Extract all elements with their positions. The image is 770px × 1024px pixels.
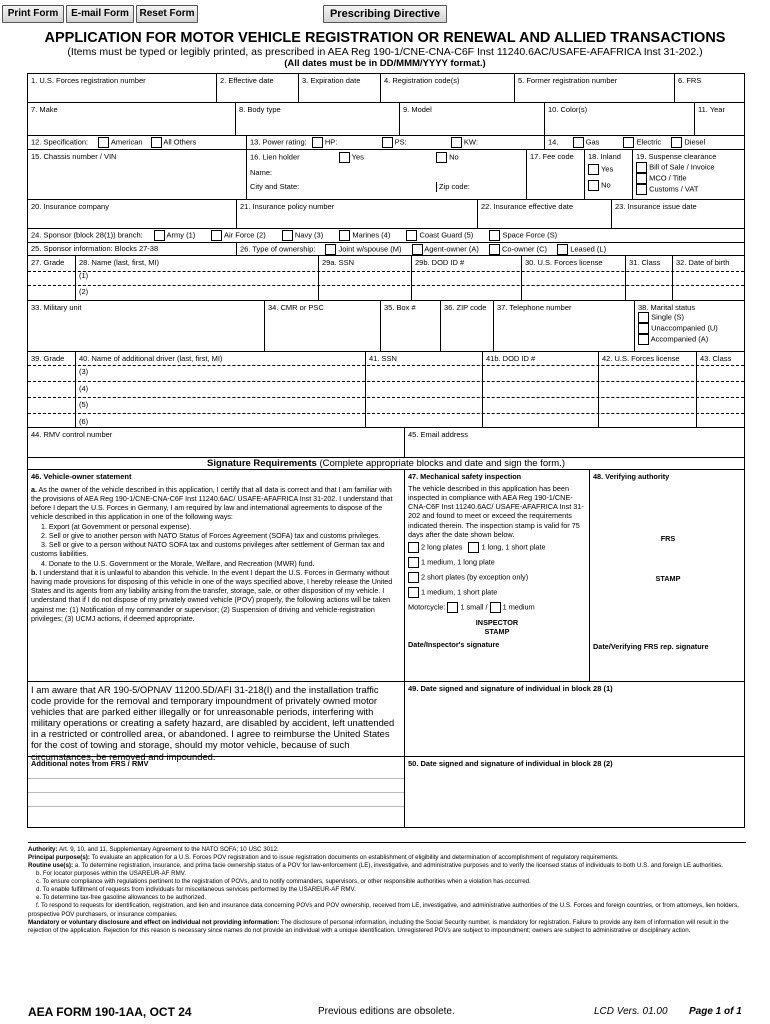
checkbox-co-owner[interactable] (489, 244, 500, 255)
field-driver-dod[interactable] (482, 352, 598, 427)
checkbox-mco-title[interactable] (636, 173, 647, 184)
label-all-others: All Others (163, 137, 197, 147)
label-hp: HP: (324, 137, 338, 147)
label-power-rating: 13. Power rating: (250, 137, 307, 147)
label-driver-grade: 39. Grade (31, 354, 65, 363)
label-body-type: 8. Body type (239, 105, 281, 114)
label-registration-codes: 4. Registration code(s) (384, 76, 460, 85)
text-46-item3: 3. Sell or give to a person without NATO SOFA tax and customs privileges after settlement of German tax and customs liabilities. (31, 541, 385, 559)
towing-agreement: I am aware that AR 190-5/OPNAV 11200.5D/AFI 31-218(I) and the installation traffic code provide for the removal and temporary impoundment of privately owned motor vehicles that are parked either illegally or for unreasonable periods, interfering with military operations or creating a safety hazard, are disabled by accident, left unattended in a restricted or controlled area, or abandoned. I agree to reimburse the United States for the cost of towing and storage, should my motor vehicle, because of such circumstances, be removed and impounded. (31, 684, 395, 762)
power-group (246, 136, 544, 149)
label-sig-req-rest: (Complete appropriate blocks and date and sign the form.) (319, 458, 565, 469)
checkbox-inland-no[interactable] (588, 180, 599, 191)
label-email: 45. Email address (408, 430, 469, 439)
owner-divider-1 (28, 271, 744, 272)
field-lien-city[interactable] (250, 182, 523, 191)
checkbox-kw[interactable] (451, 137, 462, 148)
label-joint: Joint w/spouse (M) (338, 244, 402, 254)
field-frs[interactable] (674, 74, 746, 102)
checkbox-2-short[interactable] (408, 572, 419, 583)
label-owner-name: 28. Name (79, 258, 112, 267)
checkbox-ps[interactable] (382, 137, 393, 148)
date-format-note: (All dates must be in DD/MMM/YYYY format.) (284, 58, 486, 69)
form-title: APPLICATION FOR MOTOR VEHICLE REGISTRATION OR RENEWAL AND ALLIED TRANSACTIONS (44, 30, 726, 46)
label-marital-status: 38. Marital status (638, 303, 696, 312)
label-air-force: Air Force (2) (224, 230, 266, 240)
label-ownership-type: 26. Type of ownership: (240, 244, 316, 254)
label-lien-holder: 16. Lien holder (250, 152, 300, 162)
label-suspense-clearance: 19. Suspense clearance (636, 152, 717, 161)
reset-form-button[interactable]: Reset Form (136, 5, 198, 23)
checkbox-gas[interactable] (573, 137, 584, 148)
label-registration-number: 1. U.S. Forces registration number (31, 76, 146, 85)
label-disclosure: Mandatory or voluntary disclosure and effect on individual not providing information: (28, 918, 280, 926)
field-model[interactable] (399, 103, 544, 135)
label-principal-purpose: Principal purpose(s): (28, 854, 90, 862)
checkbox-moto-medium[interactable] (490, 602, 501, 613)
label-owner-2: (2) (79, 286, 89, 296)
field-driver-license[interactable] (598, 352, 696, 427)
checkbox-1long-1short[interactable] (468, 542, 479, 553)
suspense-group (632, 150, 746, 199)
label-2-short: 2 short plates (421, 572, 465, 582)
field-class[interactable] (625, 256, 672, 300)
text-routine-d: d. To enable fulfillment of requests from individuals for miscellaneous services performed by the USAREUR-AF RMV. (36, 886, 356, 894)
label-class: 31. Class (629, 258, 661, 267)
checkbox-joint[interactable] (325, 244, 336, 255)
checkbox-accompanied[interactable] (638, 334, 649, 345)
field-registration-number[interactable] (28, 74, 216, 102)
checkbox-space-force[interactable] (489, 230, 500, 241)
verifying-authority (589, 470, 746, 681)
field-make[interactable] (28, 103, 235, 135)
label-routine-uses: Routine use(s): (28, 862, 74, 870)
label-kw: KW: (463, 137, 478, 147)
checkbox-moto-small[interactable] (447, 602, 458, 613)
field-year[interactable] (694, 103, 746, 135)
text-authority: Art. 9, 10, and 11, Supplementary Agreement to the NATO SOFA; 10 USC 3012. (58, 846, 279, 853)
field-date-of-birth[interactable] (672, 256, 746, 300)
label-agent-owner: Agent-owner (A) (424, 244, 479, 254)
label-unaccompanied: Unaccompanied (U) (651, 323, 718, 333)
text-routine-e: e. To determine tax-free gasoline allowances to be authorized. (36, 894, 207, 902)
field-grade[interactable] (28, 256, 75, 300)
label-owner-name-sub: (last, first, MI) (113, 258, 160, 267)
field-insurance-company[interactable] (28, 200, 236, 228)
label-box: 35. Box # (384, 303, 416, 312)
label-model: 9. Model (403, 105, 432, 114)
obsolete-note: Previous editions are obsolete. (318, 1006, 455, 1017)
label-former-registration: 5. Former registration number (518, 76, 618, 85)
label-forces-license: 30. U.S. Forces license (525, 258, 603, 267)
field-owner-name[interactable] (75, 256, 318, 300)
label-inland-yes: Yes (600, 164, 614, 174)
label-driver-name-sub: (last, first, MI) (176, 354, 223, 363)
label-lien-name: Name: (250, 168, 273, 177)
spec-group (28, 136, 246, 149)
checkbox-agent-owner[interactable] (412, 244, 423, 255)
label-fuel: 14. (548, 137, 559, 147)
field-insurance-policy[interactable] (236, 200, 477, 228)
label-driver-dod: 41b. DOD ID # (486, 354, 536, 363)
inland-group (584, 150, 632, 199)
label-inland: 18. Inland (588, 152, 621, 161)
field-dod-id[interactable] (411, 256, 521, 300)
label-ssn: 29a. SSN (322, 258, 355, 267)
field-additional-notes[interactable] (28, 757, 404, 827)
field-rmv-control[interactable] (28, 428, 404, 457)
prescribing-directive-button[interactable]: Prescribing Directive (323, 5, 447, 23)
label-american: American (110, 137, 143, 147)
field-insurance-issue[interactable] (611, 200, 746, 228)
field-colors[interactable] (544, 103, 694, 135)
field-body-type[interactable] (235, 103, 399, 135)
label-additional-notes: Additional notes from FRS / RMV (31, 759, 149, 768)
field-signature-2[interactable] (404, 757, 746, 827)
label-gas: Gas (585, 137, 600, 147)
field-driver-class[interactable] (696, 352, 746, 427)
label-1med-1long: 1 medium, 1 long plate (421, 557, 495, 567)
label-electric: Electric (636, 137, 662, 147)
checkbox-leased[interactable] (557, 244, 568, 255)
label-lien-zip: Zip code: (436, 182, 470, 191)
field-registration-codes[interactable] (380, 74, 514, 102)
label-accompanied: Accompanied (A) (650, 334, 709, 344)
label-2-long: 2 long plates (421, 542, 463, 552)
label-effective-date: 2. Effective date (220, 76, 274, 85)
marital-group (634, 301, 746, 351)
form-subtitle: (Items must be typed or legibly printed, as prescribed in AEA Reg 190-1/CNE-CNA-C6F Inst 11240.6AC/USAFE-AFAFRICA Inst 31-202.) (67, 46, 703, 58)
driver-divider-2 (28, 381, 744, 382)
ownership-group (236, 243, 746, 255)
field-signature-1[interactable] (404, 682, 746, 756)
field-former-registration[interactable] (514, 74, 674, 102)
label-driver-ssn: 41. SSN (369, 354, 397, 363)
field-chassis-vin[interactable] (28, 150, 246, 199)
label-lien-no: No (449, 152, 459, 162)
field-driver-grade[interactable] (28, 352, 75, 427)
label-inspector-stamp: STAMP (484, 626, 510, 636)
label-moto-small: 1 small / (460, 602, 488, 612)
label-inspector-signature: Date/Inspector's signature (408, 639, 500, 649)
label-single: Single (S) (651, 312, 685, 322)
label-coast-guard: Coast Guard (5) (419, 230, 474, 240)
text-principal-purpose: To evaluate an application for a U.S. Forces POV registration and to issue registration documents on establishment of eligibility and determination of accomplishment of regulatory requirements. (91, 854, 619, 862)
lcd-version: LCD Vers. 01.00 (594, 1006, 668, 1017)
label-inspector: INSPECTOR (475, 617, 519, 627)
text-46a: As the owner of the vehicle described in this application, I certify that all data is correct and that I am familiar with the provisions of AEA Reg 190-1/CNE-CNA-C6F Inst 11240.6AC/ USAFE-AFAFRICA Inst 31-202. I understand that before I depart the U.S. Forces in Germany, I am required by law and international agreements to dispose of the vehicle described in this application in one of the following ways: (31, 485, 393, 522)
text-routine-c: c. To ensure compliance with regulations pertinent to the registration of POVs, and to notify commanders, supervisors, or other responsible authorities when a violation has occurred. (36, 878, 531, 886)
checkbox-unaccompanied[interactable] (638, 323, 649, 334)
label-motorcycle: Motorcycle: (408, 602, 446, 612)
driver-divider-4 (28, 413, 744, 414)
label-driver-3: (3) (79, 367, 89, 377)
label-space-force: Space Force (S) (502, 230, 558, 240)
text-safety-inspection: The vehicle described in this application has been inspected in compliance with AEA Reg 190-1/CNE-CNA-C6F Inst 11240.6AC/ USAFE-AFAFRICA Inst 31-202 and found to meet or exceed the requirements indicated therein. The inspection stamp is valid for 75 days after the date shown below. (408, 484, 584, 539)
checkbox-electric[interactable] (623, 137, 634, 148)
label-diesel: Diesel (684, 137, 706, 147)
text-routine-f: f. To respond to requests for identification, registration, and lien and insurance data concerning POVs and POV ownership, received from LE, investigative, and administrative authorities of the U.S. Forces and foreign countries, or from attorneys, lien holders, prospective POV purchasers, or insurance companies. (28, 902, 739, 918)
label-ps: PS: (394, 137, 407, 147)
label-owner-statement: 46. Vehicle-owner statement (31, 472, 132, 481)
text-routine-b: b. For locator purposes within the USAREUR-AF RMV. (36, 870, 187, 878)
checkbox-navy[interactable] (282, 230, 293, 241)
label-moto-medium: 1 medium (502, 602, 535, 612)
checkbox-hp[interactable] (312, 137, 323, 148)
form-number: AEA FORM 190-1AA, OCT 24 (28, 1005, 192, 1019)
label-telephone: 37. Telephone number (497, 303, 572, 312)
checkbox-1med-1long[interactable] (408, 557, 419, 568)
checkbox-army[interactable] (154, 230, 165, 241)
owner-divider-2 (28, 285, 744, 286)
label-army: Army (1) (166, 230, 196, 240)
lien-holder-group (246, 150, 526, 199)
label-leased: Leased (L) (570, 244, 607, 254)
checkbox-american[interactable] (98, 137, 109, 148)
label-insurance-issue: 23. Insurance issue date (615, 202, 697, 211)
field-zip[interactable] (440, 301, 493, 351)
privacy-act-statement (28, 842, 746, 935)
owner-statement (28, 470, 404, 681)
field-effective-date[interactable] (216, 74, 298, 102)
label-46a: a. (31, 485, 37, 494)
text-46-item1: 1. Export (at Government or personal expense). (41, 522, 192, 531)
text-46-item2: 2. Sell or give to another person with NATO Status of Forces Agreement (SOFA) tax and customs privileges. (41, 531, 381, 540)
label-chassis-vin: 15. Chassis number / VIN (31, 152, 117, 161)
label-verifying-authority: 48. Verifying authority (593, 472, 670, 481)
label-insurance-policy: 21. Insurance policy number (240, 202, 335, 211)
label-bill-of-sale: Bill of Sale / Invoice (649, 162, 715, 172)
label-driver-5: (5) (79, 400, 89, 410)
label-make: 7. Make (31, 105, 58, 114)
application-form (27, 73, 745, 828)
label-sponsor-branch: 24. Sponsor (block 28(1)) branch: (31, 230, 143, 240)
label-date-of-birth: 32. Date of birth (676, 258, 730, 267)
label-cmr-psc: 34. CMR or PSC (268, 303, 324, 312)
checkbox-lien-no[interactable] (436, 152, 447, 163)
label-driver-license: 42. U.S. Forces license (602, 354, 680, 363)
checkbox-diesel[interactable] (671, 137, 682, 148)
checkbox-single[interactable] (638, 312, 649, 323)
text-disclosure: The disclosure of personal information, including the Social Security number, is mandatory for registration. Failure to provide any item of information will result in the rejection of the application. Rejection for this reason is necessary since names do not provide an individual with a unique identification. Unregistered POVs are subject to impoundment; owners are subject to administrative or disciplinary action. (28, 918, 729, 934)
label-mco-title: MCO / Title (649, 173, 687, 183)
field-email[interactable] (404, 428, 746, 457)
label-rmv-control: 44. RMV control number (31, 430, 113, 439)
driver-divider-3 (28, 397, 744, 398)
fuel-group (544, 136, 746, 149)
label-dod-id: 29b. DOD ID # (415, 258, 465, 267)
safety-inspection (404, 470, 589, 681)
label-signature-2: 50. Date signed and signature of individual in block 28 (2) (408, 759, 613, 768)
label-lien-city: City and State: (250, 182, 300, 192)
label-46b: b. (31, 568, 38, 577)
checkbox-inland-yes[interactable] (588, 164, 599, 175)
checkbox-1med-1short[interactable] (408, 587, 419, 598)
label-customs-vat: Customs / VAT (649, 184, 699, 194)
label-driver-6: (6) (79, 416, 89, 426)
label-insurance-effective: 22. Insurance effective date (481, 202, 574, 211)
checkbox-2-long[interactable] (408, 542, 419, 553)
label-inland-no: No (601, 180, 611, 190)
text-routine-a: a. To determine registration, insurance, and prima facie ownership status of a POV for law-enforcement (LE), investigative, and administrative purposes and to verify the licensed status of individuals to both U.S. and foreign LE authorities. (74, 862, 723, 870)
label-frs-signature: Date/Verifying FRS rep. signature (593, 642, 709, 651)
field-expiration-date[interactable] (298, 74, 380, 102)
label-sig-req-bold: Signature Requirements (206, 458, 317, 469)
label-safety-inspection: 47. Mechanical safety inspection (408, 472, 522, 481)
field-driver-ssn[interactable] (365, 352, 482, 427)
page-number: Page 1 of 1 (689, 1006, 742, 1017)
field-telephone[interactable] (493, 301, 634, 351)
checkbox-marines[interactable] (339, 230, 350, 241)
label-year: 11. Year (698, 105, 725, 114)
signature-requirements-header (28, 458, 744, 470)
checkbox-bill-of-sale[interactable] (636, 162, 647, 173)
email-form-button[interactable]: E-mail Form (66, 5, 134, 23)
label-military-unit: 33. Military unit (31, 303, 82, 312)
label-sponsor-info: 25. Sponsor information: Blocks 27-38 (31, 244, 159, 253)
field-driver-name[interactable] (75, 352, 365, 427)
checkbox-lien-yes[interactable] (339, 152, 350, 163)
label-insurance-company: 20. Insurance company (31, 202, 109, 211)
checkbox-all-others[interactable] (151, 137, 162, 148)
label-driver-name: 40. Name of additional driver (79, 354, 175, 363)
checkbox-customs-vat[interactable] (636, 184, 647, 195)
print-form-button[interactable]: Print Form (2, 5, 64, 23)
field-ssn[interactable] (318, 256, 411, 300)
checkbox-coast-guard[interactable] (406, 230, 417, 241)
label-frs-stamp: FRS (660, 534, 676, 543)
label-1med-1short: 1 medium, 1 short plate (421, 587, 498, 597)
label-2-short-note: (by exception only) (466, 572, 529, 582)
checkbox-air-force[interactable] (211, 230, 222, 241)
field-insurance-effective[interactable] (477, 200, 611, 228)
label-frs-stamp-2: STAMP (655, 574, 681, 583)
sponsor-branch-group (28, 229, 744, 243)
label-zip: 36. ZIP code (444, 303, 487, 312)
label-co-owner: Co-owner (C) (502, 244, 548, 254)
field-forces-license[interactable] (521, 256, 625, 300)
label-authority: Authority: (28, 846, 58, 853)
field-fee-code[interactable] (526, 150, 584, 199)
label-driver-class: 43. Class (700, 354, 732, 363)
field-military-unit[interactable] (28, 301, 264, 351)
field-lien-name[interactable] (250, 168, 523, 177)
label-owner-1: (1) (79, 271, 89, 281)
label-navy: Navy (3) (294, 230, 324, 240)
label-signature-1: 49. Date signed and signature of individual in block 28 (1) (408, 684, 613, 693)
label-expiration-date: 3. Expiration date (302, 76, 361, 85)
label-grade: 27. Grade (31, 258, 65, 267)
driver-divider-1 (28, 365, 744, 366)
field-cmr-psc[interactable] (264, 301, 380, 351)
label-frs: 6. FRS (678, 76, 702, 85)
field-box[interactable] (380, 301, 440, 351)
label-driver-4: (4) (79, 383, 89, 393)
text-46b: I understand that it is unlawful to abandon this vehicle. In the event I depart the U.S. Forces in Germany without having made provisions for disposing of this vehicle in one of the ways specified above, I hereby release the United States and its agents from any liability arising from the transfer, storage, sale, or other disposition of my vehicle. I understand that if I do not dispose of my privately owned vehicle (POV) properly, the following actions will be taken against me: (1) Notification of my commander or supervisor; (2) Suspension of driving and vehicle-registration privileges; (3) UCMJ actions, if deemed appropriate. (31, 568, 393, 623)
label-1long-1short: 1 long, 1 short plate (481, 542, 546, 552)
label-colors: 10. Color(s) (548, 105, 588, 114)
label-marines: Marines (4) (352, 230, 391, 240)
text-46-item4: 4. Donate to the U.S. Government or the Morale, Welfare, and Recreation (MWR) fund. (41, 559, 315, 568)
label-fee-code: 17. Fee code (530, 152, 574, 161)
label-lien-yes: Yes (351, 152, 364, 162)
label-specification: 12. Specification: (31, 137, 89, 147)
